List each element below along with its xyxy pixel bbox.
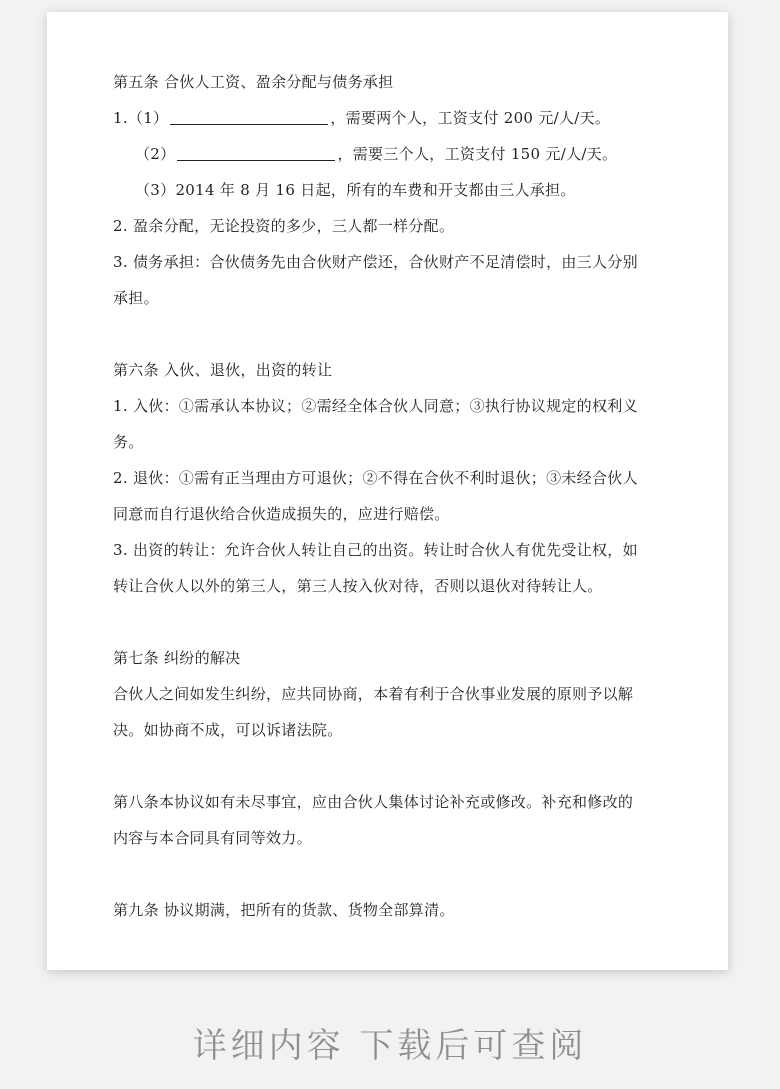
section-6-item-3-line-2: 转让合伙人以外的第三人，第三人按入伙对待，否则以退伙对待转让人。 — [113, 577, 603, 595]
document-body — [113, 64, 658, 928]
section-5-item-3-line-1: 3. 债务承担：合伙债务先由合伙财产偿还，合伙财产不足清偿时，由三人分别 — [113, 253, 638, 271]
section-6-item-2-line-1: 2. 退伙：①需有正当理由方可退伙；②不得在合伙不利时退伙；③未经合伙人 — [113, 469, 638, 487]
paragraph-gap — [113, 748, 658, 784]
section-6-item-1-line-2: 务。 — [113, 433, 144, 451]
section-7-line-1: 合伙人之间如发生纠纷，应共同协商，本着有利于合伙事业发展的原则予以解 — [113, 685, 634, 703]
item-number: 1.（1） — [113, 109, 169, 127]
section-5-item-1-2 — [113, 136, 658, 172]
paragraph-gap — [113, 604, 658, 640]
paragraph-gap — [113, 316, 658, 352]
section-5-title: 第五条 合伙人工资、盈余分配与债务承担 — [113, 73, 394, 91]
item-text: ，需要三个人，工资支付 150 元/人/天。 — [337, 145, 618, 163]
section-5-item-2: 2. 盈余分配，无论投资的多少，三人都一样分配。 — [113, 217, 455, 235]
section-7-line-2: 决。如协商不成，可以诉诸法院。 — [113, 721, 343, 739]
blank-underline — [170, 108, 328, 125]
section-5-item-1-1 — [113, 100, 658, 136]
section-8-line-2: 内容与本合同具有同等效力。 — [113, 829, 312, 847]
section-7-title: 第七条 纠纷的解决 — [113, 649, 241, 667]
section-5-item-3-line-2: 承担。 — [113, 289, 159, 307]
blank-underline — [177, 144, 335, 161]
section-6-item-2-line-2: 同意而自行退伙给合伙造成损失的，应进行赔偿。 — [113, 505, 450, 523]
download-hint: 详细内容 下载后可查阅 — [192, 1026, 588, 1066]
item-text: ，需要两个人，工资支付 200 元/人/天。 — [330, 109, 611, 127]
section-6-item-1-line-1: 1. 入伙：①需承认本协议；②需经全体合伙人同意；③执行协议规定的权利义 — [113, 397, 638, 415]
section-6-item-3-line-1: 3. 出资的转让：允许合伙人转让自己的出资。转让时合伙人有优先受让权，如 — [113, 541, 638, 559]
section-6-title: 第六条 入伙、退伙，出资的转让 — [113, 361, 333, 379]
paragraph-gap — [113, 856, 658, 892]
section-5-item-1-3: （3）2014 年 8 月 16 日起，所有的车费和开支都由三人承担。 — [135, 181, 576, 199]
item-number: （2） — [135, 145, 176, 163]
section-8-line-1: 第八条本协议如有未尽事宜，应由合伙人集体讨论补充或修改。补充和修改的 — [113, 793, 634, 811]
document-page — [47, 12, 728, 970]
section-9-title: 第九条 协议期满，把所有的货款、货物全部算清。 — [113, 901, 455, 919]
